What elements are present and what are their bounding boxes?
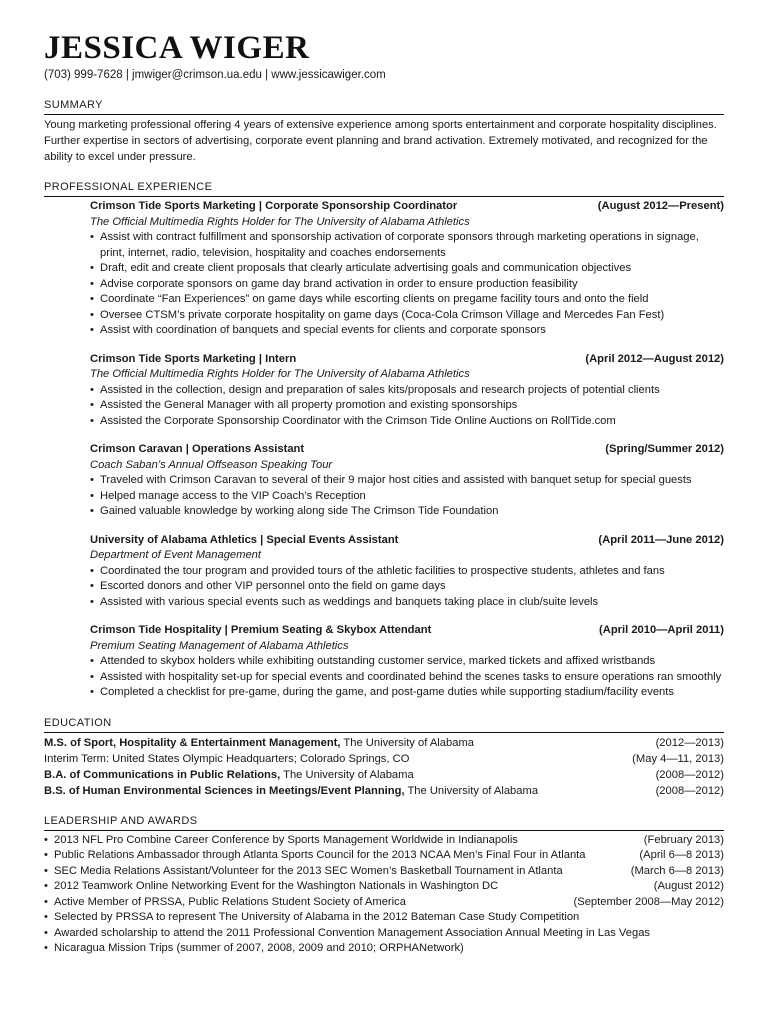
education-degree	[44, 751, 409, 767]
education-degree	[44, 783, 538, 799]
job-header	[90, 352, 724, 368]
job-bullet: • Assist with coordination of banquets and special events for clients and corporate sponsors	[90, 323, 724, 339]
job-bullet: • Assisted with various special events such as weddings and banquets taking place in club/suite levels	[90, 595, 724, 611]
education-degree	[44, 767, 414, 783]
job-bullet: • Attended to skybox holders while exhibiting outstanding customer service, marked tickets and affixed wristbands	[90, 654, 724, 670]
education-degree	[44, 735, 474, 751]
job-bullets	[90, 564, 724, 611]
job-bullet: • Escorted donors and other VIP personnel onto the field on game days	[90, 579, 724, 595]
award-text: • Nicaragua Mission Trips (summer of 2007, 2008, 2009 and 2010; ORPHANetwork)	[44, 941, 464, 957]
award-row	[44, 895, 724, 911]
job-bullet: • Helped manage access to the VIP Coach’s Reception	[90, 489, 724, 505]
award-row	[44, 879, 724, 895]
award-row	[44, 848, 724, 864]
institution: The University of Alabama	[340, 736, 474, 749]
job-bullet: • Completed a checklist for pre-game, during the game, and post-game duties while supporting stadium/facility events	[90, 685, 724, 701]
award-text: • SEC Media Relations Assistant/Volunteer for the 2013 SEC Women’s Basketball Tournament in Atlanta	[44, 864, 563, 880]
experience-heading: PROFESSIONAL EXPERIENCE	[44, 181, 724, 197]
degree-name: B.A. of Communications in Public Relations,	[44, 768, 281, 781]
job-bullet: • Assisted the General Manager with all property promotion and existing sponsorships	[90, 398, 724, 414]
job-bullet: • Assisted with hospitality set-up for special events and coordinated behind the scenes tasks to ensure operations ran smoothly	[90, 670, 724, 686]
job-bullet: • Assisted in the collection, design and preparation of sales kits/proposals and research projects of potential clients	[90, 383, 724, 399]
job-organization: The Official Multimedia Rights Holder for The University of Alabama Athletics	[90, 368, 470, 380]
job-title: University of Alabama Athletics | Special Events Assistant	[90, 533, 399, 546]
job-bullets	[90, 473, 724, 520]
job-organization: Coach Saban’s Annual Offseason Speaking Tour	[90, 458, 333, 471]
job-header	[90, 199, 724, 215]
summary-heading: SUMMARY	[44, 99, 724, 115]
experience-list	[44, 199, 724, 701]
leadership-heading: LEADERSHIP AND AWARDS	[44, 815, 724, 831]
candidate-name: JESSICA WIGER	[44, 30, 310, 66]
job-entry	[90, 442, 724, 520]
award-row	[44, 833, 724, 849]
award-dates: (April 6—8 2013)	[639, 849, 724, 861]
job-bullet: • Advise corporate sponsors on game day brand activation in order to ensure production feasibility	[90, 277, 724, 293]
job-bullets	[90, 654, 724, 701]
job-bullet: • Traveled with Crimson Caravan to several of their 9 major host cities and assisted with banquet setup for special guests	[90, 473, 724, 489]
job-organization: Department of Event Management	[90, 549, 262, 561]
award-row	[44, 910, 724, 926]
education-row	[44, 735, 724, 751]
job-title: Crimson Tide Hospitality | Premium Seating & Skybox Attendant	[90, 624, 432, 636]
job-bullet: • Coordinate “Fan Experiences” on game days while escorting clients on pregame facility tours and onto the field	[90, 292, 724, 308]
institution: The University of Alabama	[404, 784, 539, 797]
job-title: Crimson Tide Sports Marketing | Intern	[90, 352, 297, 365]
institution: Interim Term: United States Olympic Headquarters; Colorado Springs, CO	[44, 752, 410, 765]
award-row	[44, 864, 724, 880]
award-text: • 2012 Teamwork Online Networking Event for the Washington Nationals in Washington DC	[44, 879, 498, 895]
job-dates: (August 2012—Present)	[597, 200, 724, 212]
award-dates: (March 6—8 2013)	[630, 864, 724, 877]
award-dates: (August 2012)	[653, 880, 724, 892]
job-bullet: • Draft, edit and create client proposals that clearly articulate advertising goals and communication objectives	[90, 261, 724, 277]
education-row	[44, 783, 724, 799]
job-dates: (Spring/Summer 2012)	[605, 443, 724, 455]
institution: The University of Alabama	[280, 768, 414, 781]
award-row	[44, 941, 724, 957]
job-bullet: • Gained valuable knowledge by working along side The Crimson Tide Foundation	[90, 504, 724, 520]
education-dates: (May 4—11, 2013)	[632, 752, 724, 765]
job-bullet: • Coordinated the tour program and provided tours of the athletic facilities to prospective students, athletes and fans	[90, 564, 724, 580]
award-text: • Awarded scholarship to attend the 2011 Professional Convention Management Association Annual Meeting in Las Vegas	[44, 926, 650, 942]
job-header	[90, 623, 724, 639]
job-organization: Premium Seating Management of Alabama Athletics	[90, 639, 349, 652]
education-heading: EDUCATION	[44, 717, 724, 733]
job-bullet: • Assist with contract fulfillment and sponsorship activation of corporate sponsors through marketing operations in signage, print, internet, radio, television, hospitality and coaches endorsements	[90, 230, 724, 261]
job-bullet: • Oversee CTSM’s private corporate hospitality on game days (Coca-Cola Crimson Village and Mercedes Fan Fest)	[90, 308, 724, 324]
education-dates: (2008—2012)	[655, 784, 724, 797]
award-dates: (September 2008—May 2012)	[573, 895, 724, 908]
award-row	[44, 926, 724, 942]
degree-name: M.S. of Sport, Hospitality & Entertainment Management,	[44, 736, 341, 749]
job-entry	[90, 533, 724, 611]
job-title: Crimson Tide Sports Marketing | Corporate Sponsorship Coordinator	[90, 200, 458, 212]
education-row	[44, 767, 724, 783]
award-text: • Active Member of PRSSA, Public Relations Student Society of America	[44, 895, 406, 911]
education-row	[44, 751, 724, 767]
contact-line: (703) 999-7628 | jmwiger@crimson.ua.edu | www.jessicawiger.com	[44, 69, 386, 81]
job-dates: (April 2011—June 2012)	[598, 533, 724, 546]
award-text: • Public Relations Ambassador through Atlanta Sports Council for the 2013 NCAA Men’s Final Four in Atlanta	[44, 848, 586, 864]
job-title: Crimson Caravan | Operations Assistant	[90, 443, 305, 455]
summary-text: Young marketing professional offering 4 years of extensive experience among sports entertainment and corporate hospitality disciplines. Further expertise in sectors of advertising, corporate event planning and brand activation. Extremely motivated, and recognized for the ability to excel under pressure.	[44, 119, 717, 163]
job-entry	[90, 623, 724, 701]
job-bullets	[90, 383, 724, 430]
job-organization: The Official Multimedia Rights Holder for The University of Alabama Athletics	[90, 215, 470, 228]
job-entry	[90, 199, 724, 339]
job-bullet: • Assisted the Corporate Sponsorship Coordinator with the Crimson Tide Online Auctions on RollTide.com	[90, 414, 724, 430]
job-dates: (April 2012—August 2012)	[585, 352, 724, 365]
award-text: • Selected by PRSSA to represent The University of Alabama in the 2012 Bateman Case Study Competition	[44, 910, 579, 926]
leadership-list	[44, 833, 724, 957]
award-dates: (February 2013)	[643, 833, 724, 846]
job-dates: (April 2010—April 2011)	[599, 624, 724, 636]
job-header	[90, 533, 724, 549]
job-entry	[90, 352, 724, 430]
education-dates: (2012—2013)	[655, 736, 724, 749]
degree-name: B.S. of Human Environmental Sciences in Meetings/Event Planning,	[44, 784, 405, 797]
award-text: • 2013 NFL Pro Combine Career Conference by Sports Management Worldwide in Indianapolis	[44, 833, 518, 849]
education-list	[44, 735, 724, 799]
job-header	[90, 442, 724, 458]
education-dates: (2008—2012)	[655, 768, 724, 781]
job-bullets	[90, 230, 724, 339]
